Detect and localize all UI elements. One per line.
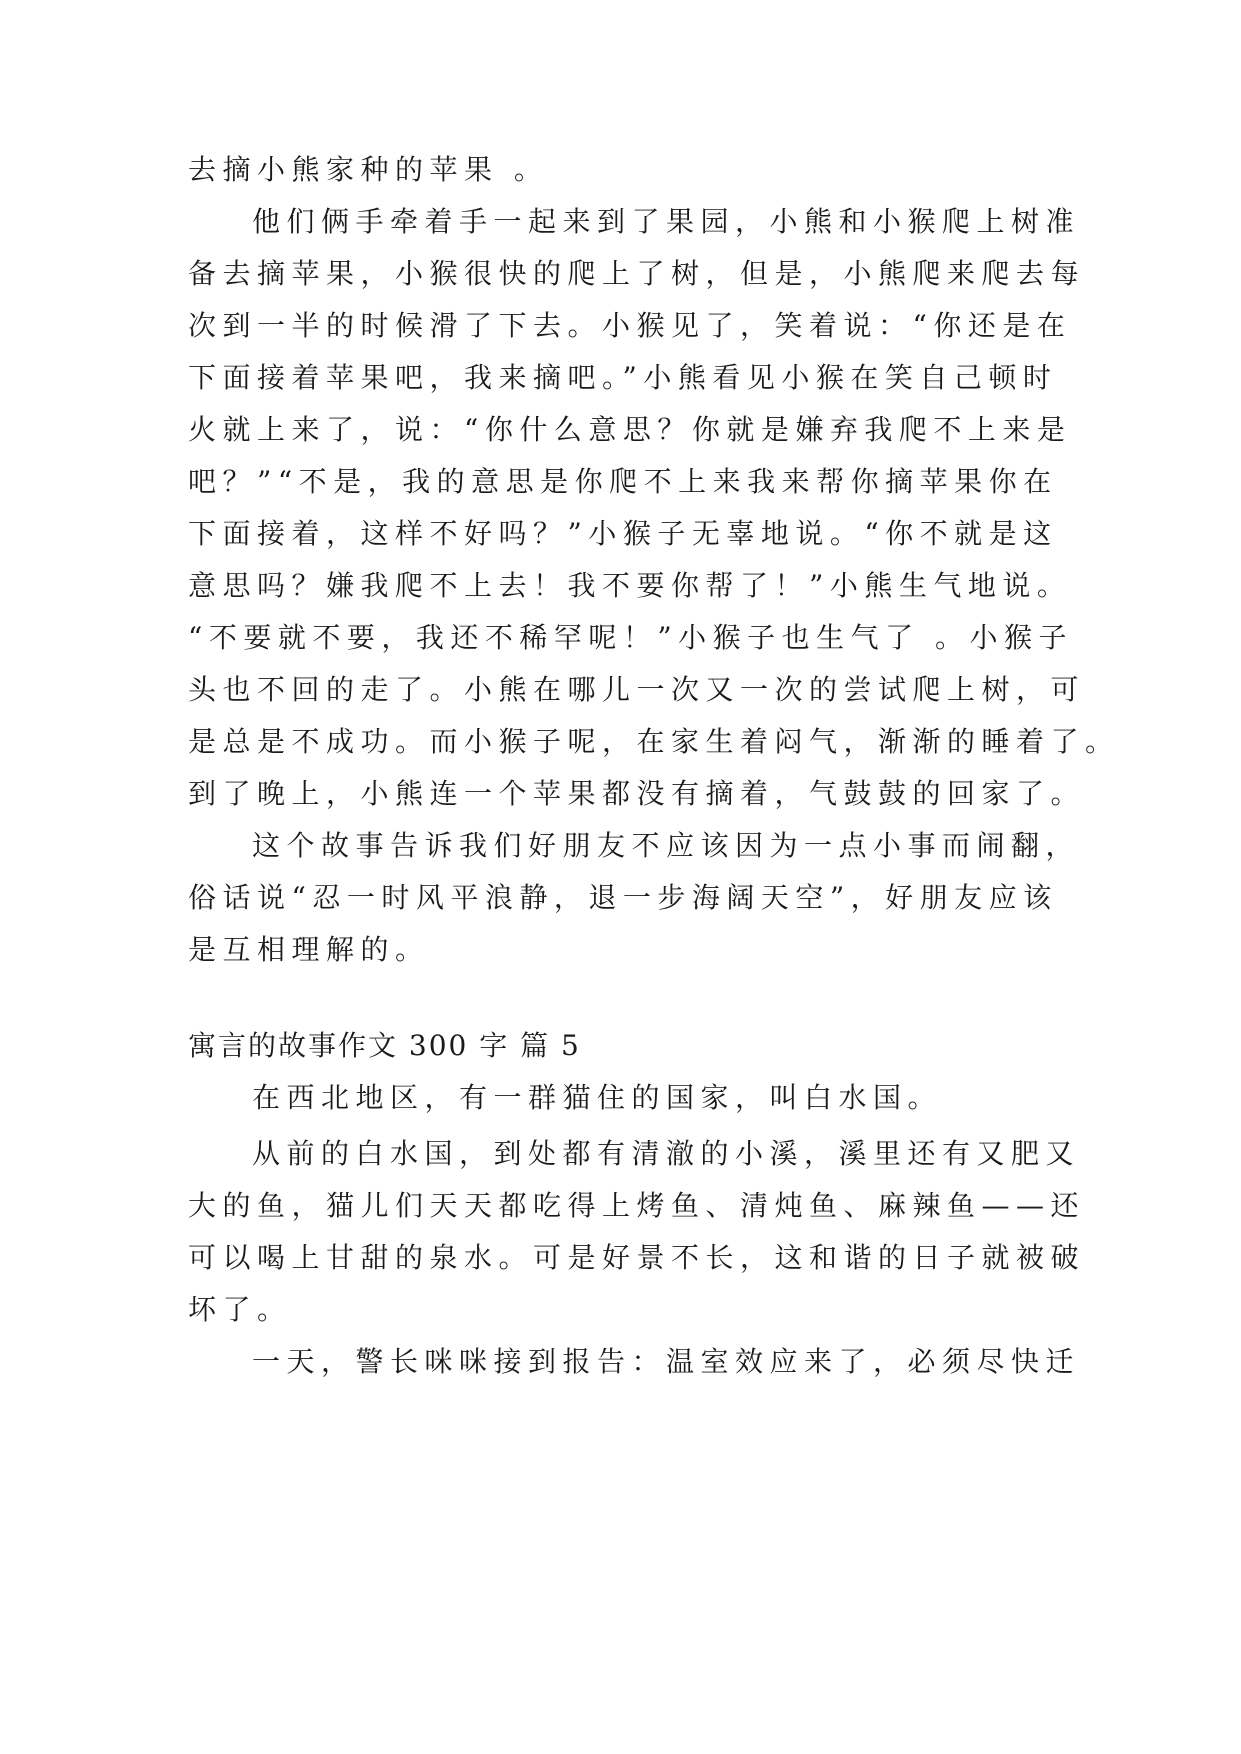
paragraph-line: 一天，警长咪咪接到报告：温室效应来了，必须尽快迁 — [252, 1345, 1081, 1378]
paragraph-line: 在西北地区，有一群猫住的国家，叫白水国。 — [252, 1081, 943, 1114]
paragraph-line: 是互相理解的。 — [188, 933, 430, 966]
section-heading: 寓言的故事作文 300 字 篇 5 — [188, 1029, 581, 1062]
paragraph-line: 俗话说“忍一时风平浪静，退一步海阔天空”，好朋友应该 — [188, 881, 1058, 914]
paragraph-line: 意思吗？嫌我爬不上去！我不要你帮了！”小熊生气地说。 — [188, 569, 1072, 602]
paragraph-line: 这个故事告诉我们好朋友不应该因为一点小事而闹翻， — [252, 829, 1081, 862]
paragraph-line: 备去摘苹果，小猴很快的爬上了树，但是，小熊爬来爬去每 — [188, 257, 1086, 290]
paragraph-line: 下面接着，这样不好吗？”小猴子无辜地说。“你不就是这 — [188, 517, 1058, 550]
paragraph-line: “不要就不要，我还不稀罕呢！”小猴子也生气了 。小猴子 — [188, 621, 1074, 654]
paragraph-line: 到了晚上，小熊连一个苹果都没有摘着，气鼓鼓的回家了。 — [188, 777, 1086, 810]
paragraph-line: 他们俩手牵着手一起来到了果园，小熊和小猴爬上树准 — [252, 205, 1081, 238]
paragraph-line: 是总是不成功。而小猴子呢，在家生着闷气，渐渐的睡着了。 — [188, 725, 1120, 758]
paragraph-line: 头也不回的走了。小熊在哪儿一次又一次的尝试爬上树，可 — [188, 673, 1086, 706]
paragraph-line: 火就上来了，说：“你什么意思？你就是嫌弃我爬不上来是 — [188, 413, 1072, 446]
paragraph-line: 去摘小熊家种的苹果 。 — [188, 153, 549, 186]
paragraph-line: 坏了。 — [188, 1293, 292, 1326]
paragraph-line: 下面接着苹果吧，我来摘吧。”小熊看见小猴在笑自己顿时 — [188, 361, 1058, 394]
paragraph-line: 可以喝上甘甜的泉水。可是好景不长，这和谐的日子就被破 — [188, 1241, 1086, 1274]
paragraph-line: 吧？”“不是，我的意思是你爬不上来我来帮你摘苹果你在 — [188, 465, 1058, 498]
paragraph-line: 大的鱼，猫儿们天天都吃得上烤鱼、清炖鱼、麻辣鱼——还 — [188, 1189, 1086, 1222]
paragraph-line: 从前的白水国，到处都有清澈的小溪，溪里还有又肥又 — [252, 1137, 1081, 1170]
paragraph-line: 次到一半的时候滑了下去。小猴见了，笑着说：“你还是在 — [188, 309, 1072, 342]
